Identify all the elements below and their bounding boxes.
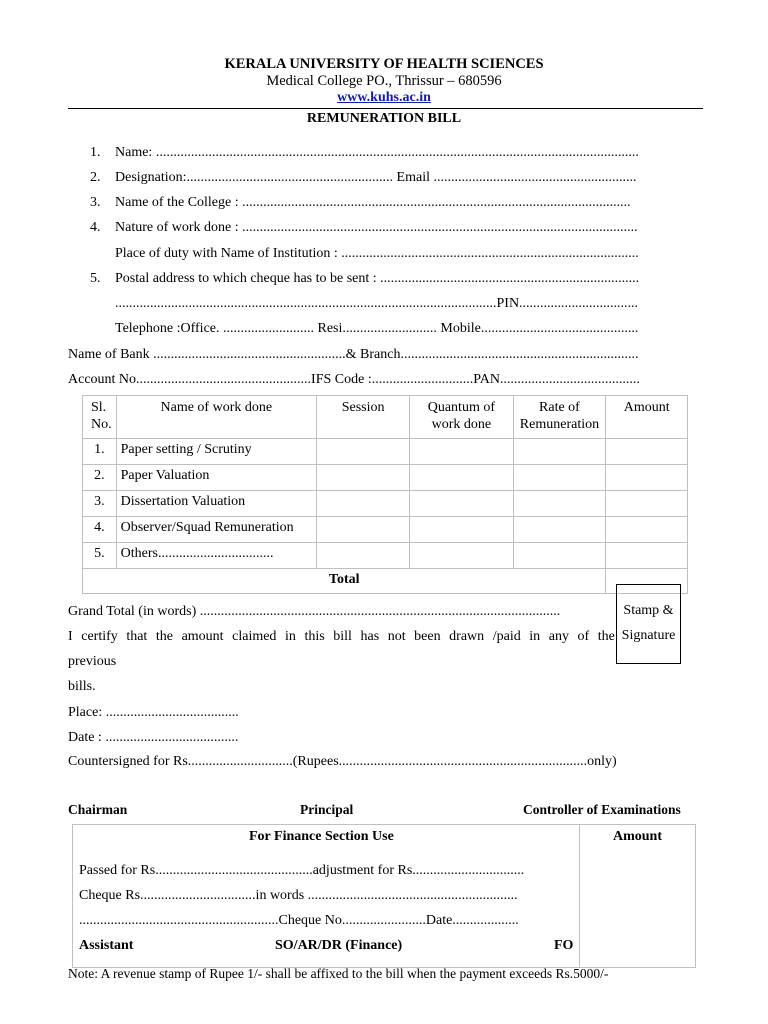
- row-rate-cell[interactable]: [513, 491, 606, 517]
- university-name: KERALA UNIVERSITY OF HEALTH SCIENCES: [224, 56, 544, 72]
- certification-word: that: [126, 629, 148, 644]
- row-quantum-cell[interactable]: [410, 439, 513, 465]
- row-session-cell[interactable]: [316, 543, 409, 569]
- header-slno: Sl. No.: [83, 396, 117, 439]
- finance-divider: [579, 825, 580, 967]
- certification-word: claimed: [232, 629, 277, 644]
- certification-word: of: [577, 629, 590, 644]
- countersigned-field: Countersigned for Rs..............................(Rupees.......................................................................only): [68, 754, 617, 769]
- table-header-row: [83, 396, 688, 439]
- row-amount-cell[interactable]: [606, 491, 688, 517]
- place-field: Place: ......................................: [68, 705, 239, 720]
- row-number: 3.: [83, 491, 117, 517]
- grand-total-field: Grand Total (in words) .......................................................................................................: [68, 604, 561, 619]
- certification-word: certify: [81, 629, 118, 644]
- telephone-field: Telephone :Office. .......................... Resi........................... Mobile.............................................: [115, 321, 639, 336]
- field-2-number: 2.: [90, 170, 101, 185]
- website-link-wrap: [0, 90, 768, 106]
- university-address: Medical College PO., Thrissur – 680596: [266, 73, 502, 89]
- certification-word: any: [548, 629, 569, 644]
- header-work-name: Name of work done: [116, 396, 316, 439]
- table-row: [83, 465, 688, 491]
- fo-label: FO: [554, 938, 574, 953]
- row-number: 1.: [83, 439, 117, 465]
- work-table: [82, 395, 688, 594]
- row-work-name: Observer/Squad Remuneration: [116, 517, 316, 543]
- header-rule: [68, 108, 703, 109]
- principal-label: Principal: [300, 802, 354, 817]
- row-quantum-cell[interactable]: [410, 543, 513, 569]
- field-5-number: 5.: [90, 271, 101, 286]
- pin-field: .............................................................................................................PIN..................................: [115, 296, 639, 311]
- certification-word: has: [360, 629, 380, 644]
- designation-field: Designation:........................................................... Email: [115, 170, 430, 185]
- table-row: [83, 439, 688, 465]
- field-3-number: 3.: [90, 195, 101, 210]
- certification-word: in: [285, 629, 296, 644]
- row-session-cell[interactable]: [316, 465, 409, 491]
- row-rate-cell[interactable]: [513, 517, 606, 543]
- finance-amount-heading: Amount: [613, 829, 663, 844]
- row-amount-cell[interactable]: [606, 439, 688, 465]
- stamp-label: Stamp &: [623, 603, 674, 618]
- field-4-number: 4.: [90, 220, 101, 235]
- row-work-name: Paper Valuation: [116, 465, 316, 491]
- row-rate-cell[interactable]: [513, 543, 606, 569]
- certification-word: bill: [333, 629, 352, 644]
- postal-address-field: Postal address to which cheque has to be sent : ..........................................................................: [115, 271, 640, 286]
- table-row: [83, 543, 688, 569]
- row-number: 5.: [83, 543, 117, 569]
- name-field: Name: ..........................................................................................................................................: [115, 145, 639, 160]
- nature-of-work-field: Nature of work done : .................................................................................................................: [115, 220, 638, 235]
- certification-word: been: [414, 629, 441, 644]
- certification-word: drawn: [449, 629, 485, 644]
- total-label: Total: [83, 569, 606, 594]
- certification-word: the: [155, 629, 173, 644]
- row-amount-cell[interactable]: [606, 517, 688, 543]
- finance-heading: For Finance Section Use: [249, 829, 394, 844]
- row-amount-cell[interactable]: [606, 543, 688, 569]
- row-work-name: Dissertation Valuation: [116, 491, 316, 517]
- table-row: [83, 491, 688, 517]
- finance-section-box: [72, 824, 696, 968]
- row-number: 4.: [83, 517, 117, 543]
- date-field: Date : ......................................: [68, 730, 239, 745]
- certification-word: I: [68, 629, 73, 644]
- row-work-name: Others.................................: [116, 543, 316, 569]
- certification-bills: bills.: [68, 679, 96, 694]
- cheque-field: Cheque Rs.................................in words ............................................................: [79, 888, 518, 903]
- row-session-cell[interactable]: [316, 517, 409, 543]
- total-row: [83, 569, 688, 594]
- certification-word: not: [387, 629, 406, 644]
- header-session: Session: [316, 396, 409, 439]
- row-quantum-cell[interactable]: [410, 517, 513, 543]
- header-amount: Amount: [606, 396, 688, 439]
- stamp-signature-box: [616, 584, 681, 664]
- passed-for-field: Passed for Rs.............................................adjustment for Rs................................: [79, 863, 525, 878]
- certification-previous: previous: [68, 654, 117, 669]
- document-title: REMUNERATION BILL: [306, 111, 462, 126]
- certification-word: in: [529, 629, 541, 644]
- certification-word: /paid: [492, 629, 521, 644]
- so-finance-label: SO/AR/DR (Finance): [275, 938, 403, 953]
- field-1-number: 1.: [90, 145, 101, 160]
- college-field: Name of the College : ...............................................................................................................: [115, 195, 631, 210]
- certification-word: the: [597, 629, 615, 644]
- certification-word: amount: [181, 629, 224, 644]
- certification-word: this: [304, 629, 325, 644]
- row-session-cell[interactable]: [316, 439, 409, 465]
- chairman-label: Chairman: [68, 802, 128, 817]
- row-amount-cell[interactable]: [606, 465, 688, 491]
- bank-field: Name of Bank .......................................................& Branch....................................................................: [68, 347, 639, 362]
- row-rate-cell[interactable]: [513, 465, 606, 491]
- header-quantum: Quantum of work done: [410, 396, 513, 439]
- place-of-duty-field: Place of duty with Name of Institution : .....................................................................................: [115, 246, 639, 261]
- assistant-label: Assistant: [79, 938, 134, 953]
- row-session-cell[interactable]: [316, 491, 409, 517]
- header-rate: Rate of Remuneration: [513, 396, 606, 439]
- revenue-stamp-note: Note: A revenue stamp of Rupee 1/- shall be affixed to the bill when the payment exceeds Rs.5000/-: [68, 966, 609, 981]
- website-link[interactable]: www.kuhs.ac.in: [337, 90, 431, 105]
- signature-label: Signature: [621, 628, 676, 643]
- row-number: 2.: [83, 465, 117, 491]
- row-rate-cell[interactable]: [513, 439, 606, 465]
- certification-statement: [68, 629, 615, 645]
- email-field: ..........................................................: [433, 170, 637, 185]
- cheque-number-field: .........................................................Cheque No........................Date...................: [79, 913, 519, 928]
- designation-email-field: [115, 170, 636, 186]
- table-row: [83, 517, 688, 543]
- account-field: Account No..................................................IFS Code :.............................PAN........................................: [68, 372, 640, 387]
- row-quantum-cell[interactable]: [410, 491, 513, 517]
- controller-label: Controller of Examinations: [523, 802, 681, 817]
- row-quantum-cell[interactable]: [410, 465, 513, 491]
- row-work-name: Paper setting / Scrutiny: [116, 439, 316, 465]
